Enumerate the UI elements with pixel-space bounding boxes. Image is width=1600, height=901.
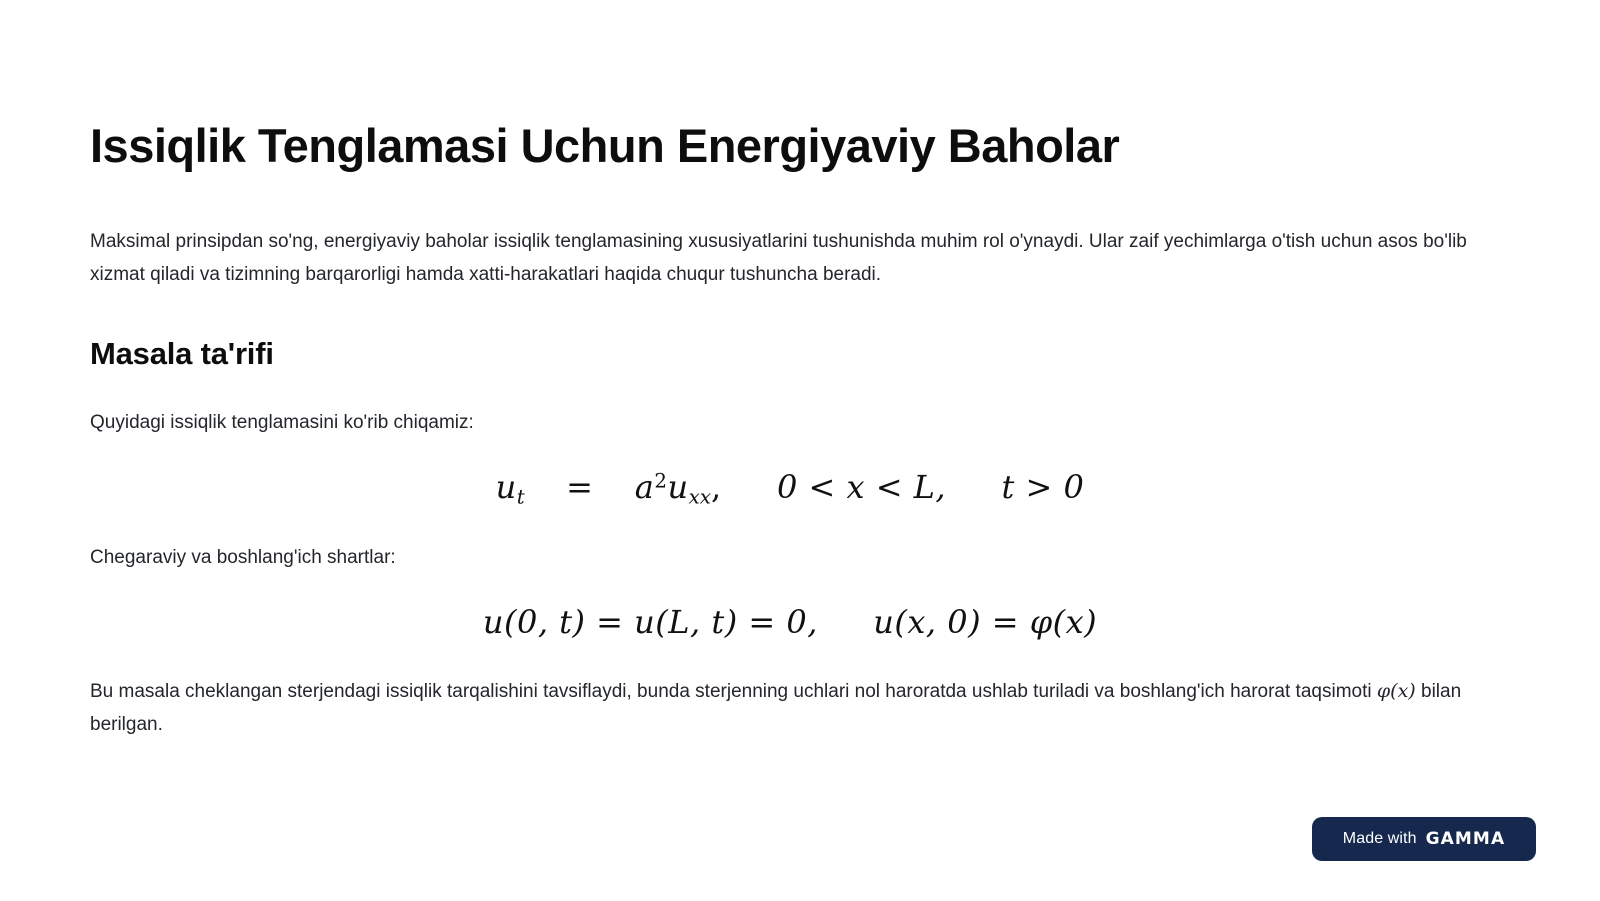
- equation-heat-equation: [90, 468, 1490, 509]
- equation-rhs-variable: u: [667, 468, 689, 507]
- lead-text-equation-intro: Quyidagi issiqlik tenglamasini ko'rib chiqamiz:: [90, 411, 474, 433]
- intro-paragraph: Maksimal prinsipdan so'ng, energiyaviy baholar issiqlik tenglamasining xususiyatlarini tushunishda muhim rol o'ynaydi. Ular zaif yechimlarga o'tish uchun asos bo'lib xizmat qiladi va tizimning barqarorligi hamda xatti-harakatlari haqida chuqur tushuncha beradi.: [90, 231, 1467, 286]
- equation-domain-x: 0 < x < L,: [776, 468, 947, 507]
- equation-initial-condition: u(x, 0) = φ(x): [873, 603, 1098, 642]
- equation-equals-sign: =: [566, 468, 594, 507]
- equation-lhs-variable: u: [495, 468, 517, 507]
- slide-content: [90, 118, 1490, 741]
- page-title: Issiqlik Tenglamasi Uchun Energiyaviy Baholar: [90, 119, 1120, 172]
- section-heading-masala-tarifi: Masala ta'rifi: [90, 335, 274, 371]
- closing-text-part-two: bilan berilgan.: [90, 681, 1462, 735]
- closing-paragraph: [90, 675, 1475, 741]
- closing-text-part-one: Bu masala cheklangan sterjendagi issiqlik tarqalishini tavsiflaydi, bunda sterjenning uchlari nol haroratda ushlab turiladi va boshlang'ich harorat taqsimoti: [90, 681, 1377, 703]
- made-with-gamma-badge[interactable]: [1312, 817, 1536, 861]
- lead-text-conditions-intro: Chegaraviy va boshlang'ich shartlar:: [90, 546, 396, 568]
- equation-coefficient-exponent: 2: [654, 469, 668, 493]
- equation-boundary-conditions: u(0, t) = u(L, t) = 0,: [482, 603, 818, 642]
- equation-rhs-subscript: xx: [688, 485, 711, 509]
- equation-boundary-initial-conditions: [90, 603, 1490, 641]
- made-with-label: Made with: [1342, 830, 1417, 847]
- equation-comma: ,: [710, 468, 722, 507]
- closing-inline-math: φ(x): [1376, 680, 1416, 703]
- equation-domain-t: t > 0: [1001, 468, 1085, 507]
- equation-coefficient: a: [634, 468, 655, 507]
- gamma-logo-wordmark: GAMMA: [1425, 829, 1506, 849]
- equation-lhs-subscript: t: [516, 485, 525, 509]
